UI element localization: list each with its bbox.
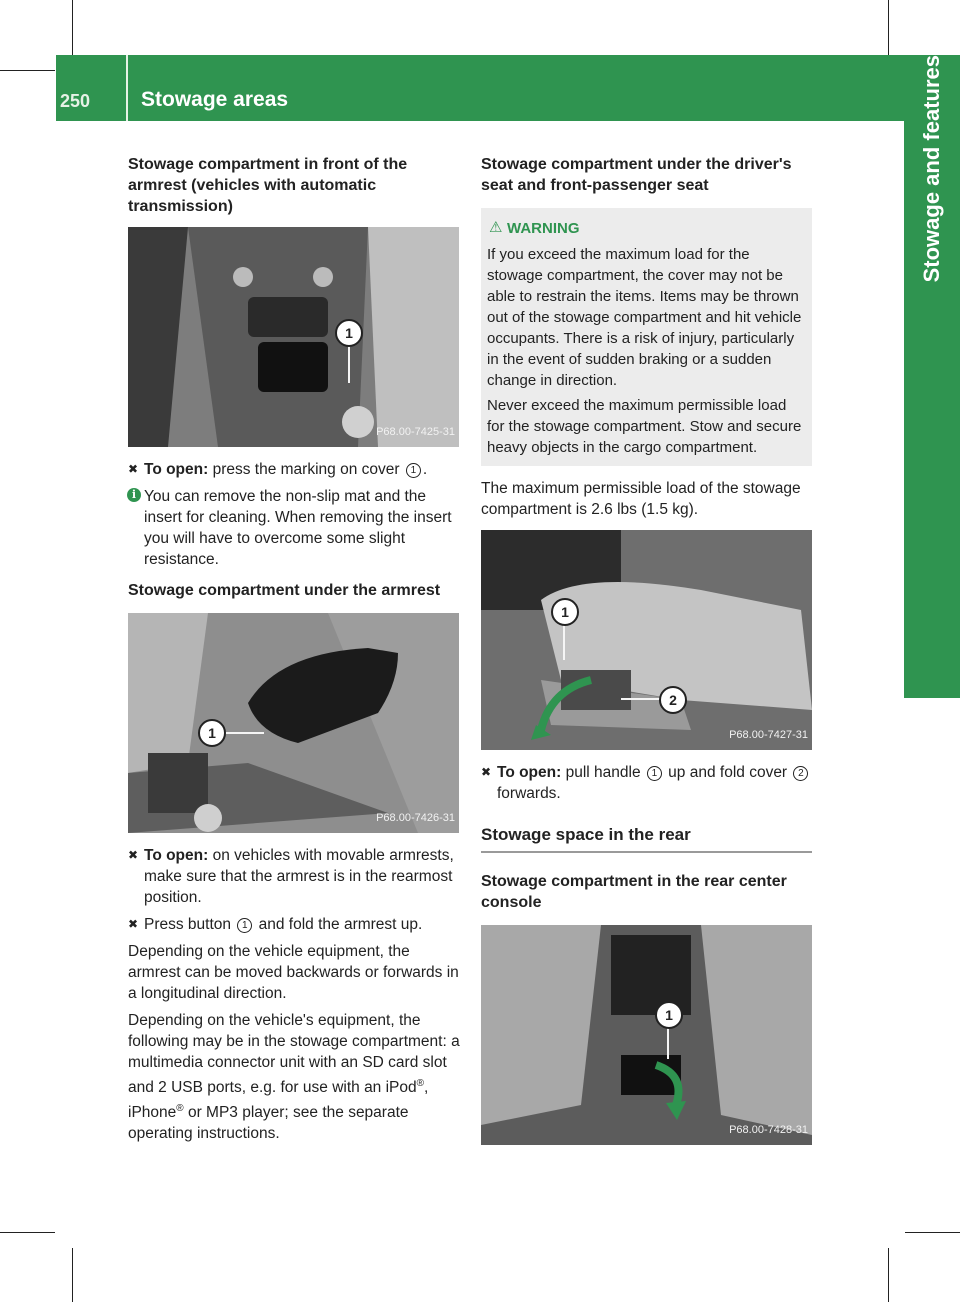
image-code: P68.00-7427-31 (729, 729, 808, 741)
callout-leader (224, 732, 264, 734)
callout-badge: 1 (655, 1001, 683, 1029)
callout-leader (348, 345, 350, 383)
crop-mark (905, 1232, 960, 1233)
warning-text: If you exceed the maximum load for the stowage compartment, the cover may not be able to restrain the items. Items may be thrown out of the stowage compartment and hit vehicle occupants. There is a risk of injury, particularly in the event of sudden braking or a sudden change in direction. (487, 246, 802, 389)
instruction-step: ✖ Press button 1 and fold the armrest up. (128, 916, 423, 933)
body-paragraph: Depending on the vehicle equipment, the armrest can be moved backwards or forwards in a longitudinal direction. (128, 943, 459, 1002)
instruction-step: ✖ To open: pull handle 1 up and fold cover 2 forwards. (481, 762, 812, 804)
seat-compartment-illustration (481, 530, 812, 750)
right-column (481, 154, 812, 1157)
section-title: Stowage space in the rear (481, 824, 812, 853)
warning-text: Never exceed the maximum permissible load for the stowage compartment. Stow and secure heavy objects in the cargo compartment. (487, 397, 802, 456)
callout-badge: 2 (659, 686, 687, 714)
side-tab (904, 55, 960, 642)
warning-title: ⚠ WARNING (489, 219, 580, 237)
step-arrow-icon: ✖ (128, 848, 139, 862)
callout-badge: 1 (198, 719, 226, 747)
crop-mark (888, 0, 889, 55)
ref-1: 1 (237, 918, 252, 933)
ref-2: 2 (793, 766, 808, 781)
side-tab-label: Stowage and features (919, 55, 944, 283)
page-number: 250 (60, 91, 91, 111)
warning-box (481, 208, 812, 466)
step-arrow-icon: ✖ (128, 462, 139, 476)
body-paragraph: Depending on the vehicle's equipment, the following may be in the stowage compartment: a multimedia connector unit with an SD card slot and 2 USB ports, e.g. for use with an iPod®, iPhone® or MP3 player; see the separate operating instructions. (128, 1012, 460, 1143)
crop-mark (0, 1232, 55, 1233)
crop-mark (0, 70, 55, 71)
callout-leader (563, 624, 565, 660)
crop-mark (888, 1248, 889, 1302)
instruction-step: ✖ To open: on vehicles with movable armrests, make sure that the armrest is in the rearmost position. (128, 847, 454, 906)
callout-leader (621, 698, 661, 700)
photo-rear-console (481, 925, 812, 1145)
callout-leader (667, 1025, 669, 1059)
image-code: P68.00-7428-31 (729, 1124, 808, 1136)
step-arrow-icon: ✖ (128, 917, 139, 931)
section-heading: Stowage compartment in the rear center console (481, 873, 787, 911)
armrest-illustration (128, 613, 459, 833)
crop-mark (72, 1248, 73, 1302)
page-header (56, 55, 904, 121)
section-heading: Stowage compartment under the driver's seat and front-passenger seat (481, 156, 792, 194)
section-heading: Stowage compartment in front of the armrest (vehicles with automatic transmission) (128, 156, 408, 215)
center-console-illustration (128, 227, 459, 447)
callout-badge: 1 (551, 598, 579, 626)
rear-console-illustration (481, 925, 812, 1145)
side-tab-marker (904, 642, 960, 698)
crop-mark (72, 0, 73, 55)
warning-triangle-icon: ⚠ (489, 219, 503, 236)
instruction-step: ✖ To open: press the marking on cover 1 . (128, 461, 428, 478)
info-icon: i (127, 488, 141, 502)
image-code: P68.00-7426-31 (376, 812, 455, 824)
step-arrow-icon: ✖ (481, 765, 492, 779)
ref-1: 1 (647, 766, 662, 781)
photo-center-console (128, 227, 459, 447)
section-heading: Stowage compartment under the armrest (128, 582, 441, 599)
callout-badge: 1 (335, 319, 363, 347)
left-column (128, 154, 460, 1150)
page-title: Stowage areas (141, 88, 289, 111)
ref-1: 1 (406, 463, 421, 478)
info-note: i You can remove the non-slip mat and the insert for cleaning. When removing the insert you will have to overcome some slight resistance. (128, 486, 460, 570)
photo-seat-compartment (481, 530, 812, 750)
image-code: P68.00-7425-31 (376, 426, 455, 438)
photo-armrest (128, 613, 459, 833)
header-divider (126, 55, 128, 121)
body-paragraph: The maximum permissible load of the stowage compartment is 2.6 lbs (1.5 kg). (481, 480, 801, 518)
